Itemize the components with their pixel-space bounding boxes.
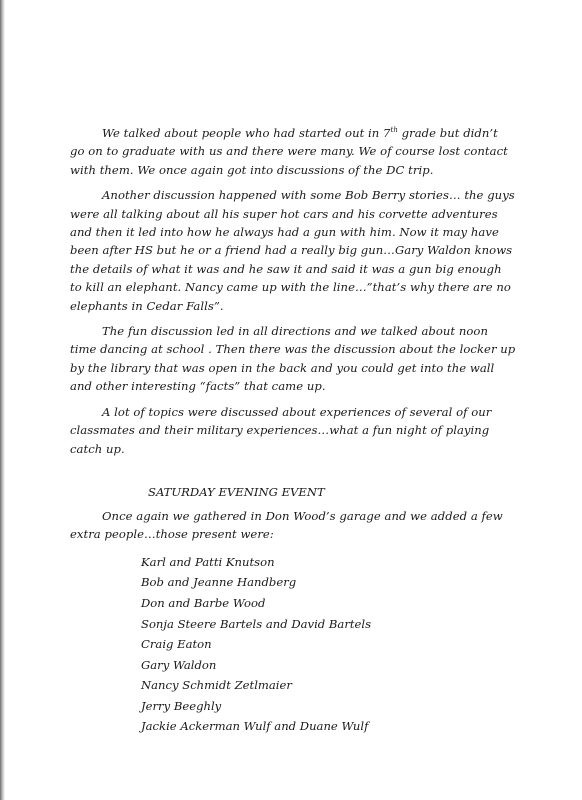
paragraph-text-part: We talked about people who had started out in 7 <box>102 126 391 140</box>
attendee-item: Jackie Ackerman Wulf and Duane Wulf <box>141 719 369 734</box>
attendee-item: Karl and Patti Knutson <box>141 554 275 569</box>
attendee-item: Nancy Schmidt Zetlmaier <box>141 678 292 693</box>
attendee-item: Sonja Steere Bartels and David Bartels <box>141 616 372 631</box>
scan-edge-shadow <box>0 0 5 800</box>
attendee-list <box>70 552 516 737</box>
attendee-item: Jerry Beeghly <box>141 698 222 713</box>
ordinal-superscript: th <box>390 126 398 134</box>
attendee-item: Don and Barbe Wood <box>141 595 266 610</box>
paragraph-fun-discussion: The fun discussion led in all directions and we talked about noon time dancing at school . Then there was the discussion about the locker up by the library that was open in the back and you could get into the wall and other interesting “facts” that came up. <box>70 324 516 394</box>
paragraph-bob-berry: Another discussion happened with some Bob Berry stories… the guys were all talking about all his super hot cars and his corvette adventures and then it led into how he always had a gun with him. Now it may have been after HS but he or a friend had a really big gun…Gary Waldon knows the details of what it was and he saw it and said it was a gun big enough to kill an elephant. Nancy came up with the line…”that’s why there are no elephants in Cedar Falls”. <box>70 188 515 313</box>
paragraph-text-part: grade but didn’t go on to graduate with us and there were many. We of course lost contact with them. We once again got into discussions of the DC trip. <box>70 126 508 177</box>
section-heading-saturday: SATURDAY EVENING EVENT <box>148 484 325 499</box>
paragraph-saturday-intro: Once again we gathered in Don Wood’s garage and we added a few extra people…those present were: <box>70 508 503 542</box>
paragraph-former-classmates <box>70 124 516 179</box>
document-page <box>70 124 516 737</box>
attendee-item: Bob and Jeanne Handberg <box>141 575 297 590</box>
attendee-item: Gary Waldon <box>141 657 217 672</box>
attendee-item: Craig Eaton <box>141 637 212 652</box>
paragraph-military: A lot of topics were discussed about experiences of several of our classmates and their military experiences…what a fun night of playing catch up. <box>70 404 492 456</box>
